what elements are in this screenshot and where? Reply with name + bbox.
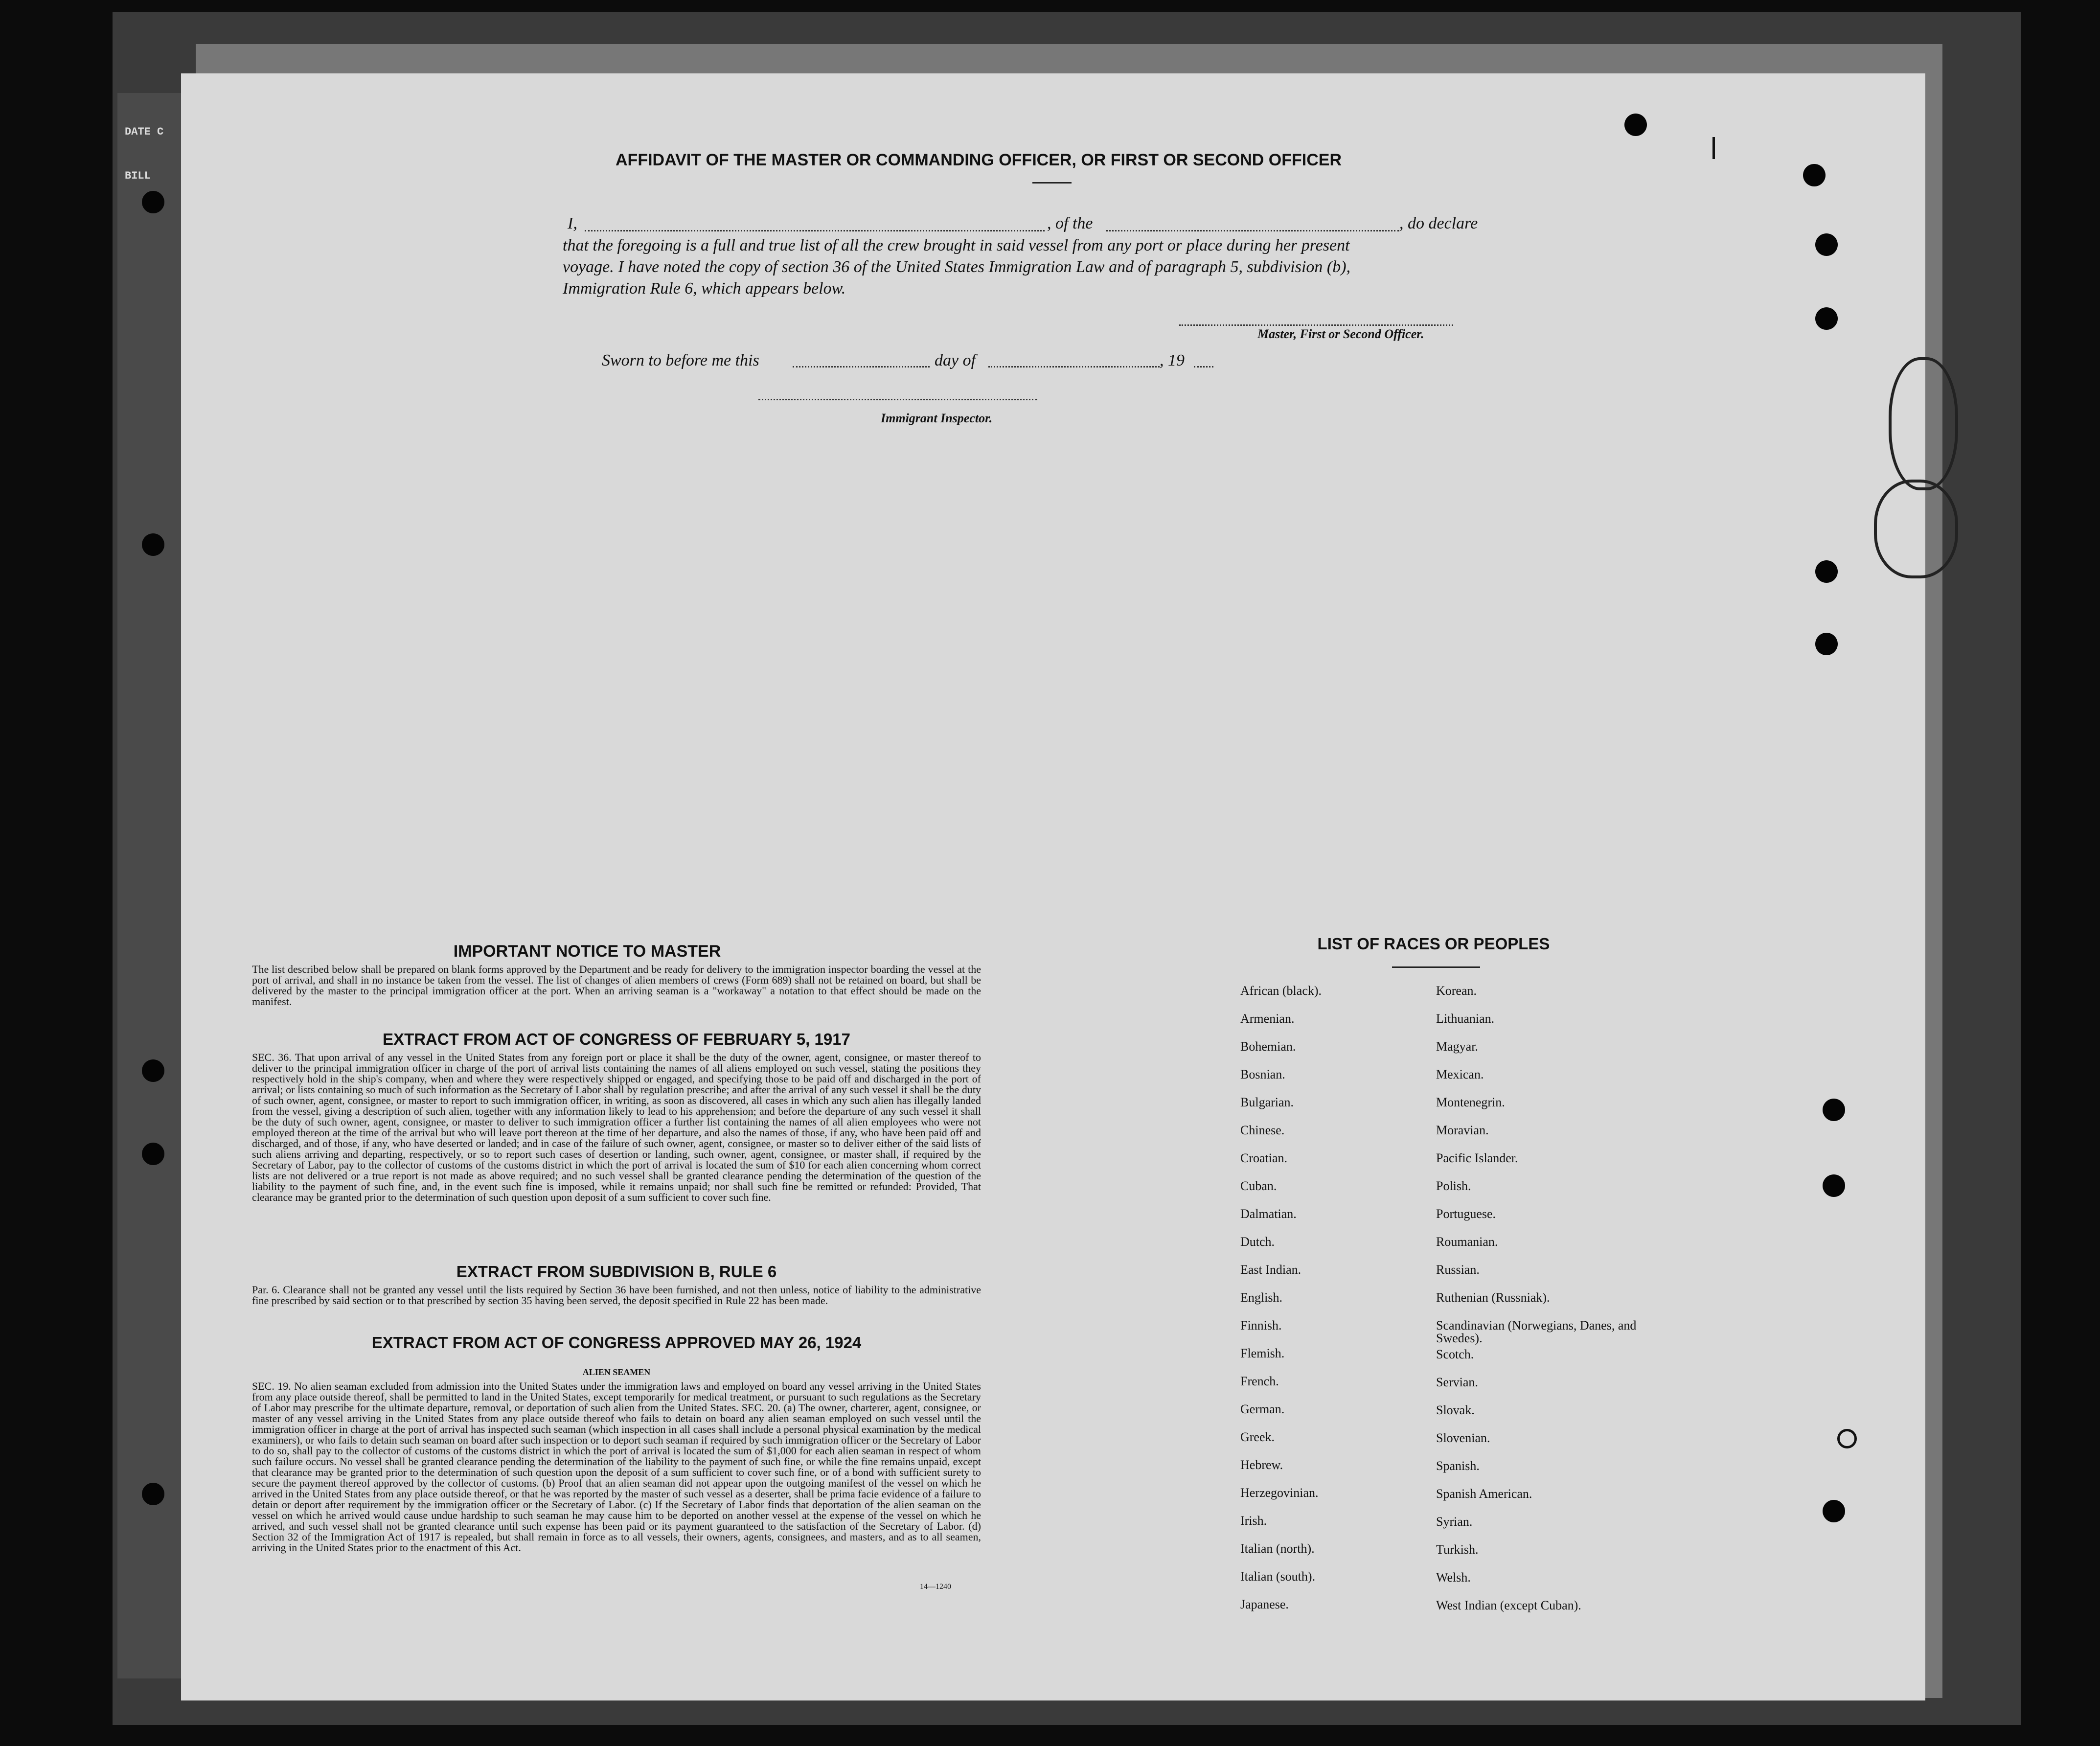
race-item: Japanese. [1240,1597,1289,1611]
binder-hole [1837,1429,1857,1448]
declaration-i: I, [568,214,577,232]
race-item: Polish. [1436,1179,1471,1193]
race-item: Italian (north). [1240,1541,1315,1556]
declaration-line-3: voyage. I have noted the copy of section 36 of the United States Immigration Law and of paragraph 5, subdivision (b), [563,258,1351,276]
act-1924-text: SEC. 19. No alien seaman excluded from admission into the United States under the immigration laws and employed on board any vessel arriving in the United States from any place outside thereof, shall be permitted to land in the United States, except temporarily for medical treatment, or pursuant to such regulations as the Secretary of Labor may prescribe for the ultimate departure, removal, or deportation of such alien from the United States. SEC. 20. (a) The owner, charterer, agent, consignee, or master of any vessel arriving in the United States from any place outside thereof who fails to detain on board any alien seaman employed on such vessel until the immigration officer in charge at the port of arrival has inspected such seaman (which inspection in all cases shall include a personal physical examination by the medical examiners), or who fails to detain such seaman on board after such inspection or to deport such seaman if required by such immigration officer or the Secretary of Labor to do so, shall pay to the collector of customs of the customs district in which the port of arrival is located the sum of $1,000 for each alien seaman in respect of whom such failure occurs. No vessel shall be granted clearance pending the determination of the liability to the payment of such fine, or while the fine remains unpaid, except that clearance may be granted prior to the determination of such question upon the deposit of a sum sufficient to cover such fine, or of a bond with sufficient surety to secure the payment thereof approved by the collector of customs. (b) Proof that an alien seaman did not appear upon the outgoing manifest of the vessel on which he arrived in the United States from any place outside thereof, or that he was reported by the master of such vessel as a deserter, shall be prima facie evidence of a failure to detain or deport after requirement by the immigration officer or the Secretary of Labor. (c) If the Secretary of Labor finds that deportation of the alien seaman on the vessel on which he arrived would cause undue hardship to such seaman he may cause him to be deported on another vessel at the expense of the vessel on which he arrived, and such vessel shall not be granted clearance until such expense has been paid or its payment guaranteed to the satisfaction of the Secretary of Labor. (d) Section 32 of the Immigration Act of 1917 is repealed, but shall remain in force as to all vessels, their owners, agents, consignees, and masters, and as to all seamen, arriving in the United States prior to the enactment of this Act. [252,1380,981,1554]
inspector-signature-line[interactable] [758,399,1037,400]
affidavit-title: AFFIDAVIT OF THE MASTER OR COMMANDING OFFICER, OR FIRST OR SECOND OFFICER [616,151,1342,169]
notice-title: IMPORTANT NOTICE TO MASTER [453,942,721,961]
binder-hole [142,533,164,556]
race-item: Slovak. [1436,1403,1475,1417]
race-item: West Indian (except Cuban). [1436,1598,1581,1612]
race-item: Welsh. [1436,1570,1471,1585]
act-1917-title: EXTRACT FROM ACT OF CONGRESS OF FEBRUARY 5, 1917 [383,1030,850,1048]
race-item: Servian. [1436,1375,1478,1389]
race-item: Dalmatian. [1240,1207,1297,1221]
vessel-blank[interactable] [1106,230,1399,231]
binder-hole [142,191,164,213]
race-item: Roumanian. [1436,1235,1498,1249]
race-item: Moravian. [1436,1123,1489,1137]
race-item: Spanish American. [1436,1487,1532,1501]
race-item: English. [1240,1290,1282,1305]
binder-hole [1815,560,1838,583]
race-item: Irish. [1240,1514,1267,1528]
race-item: German. [1240,1402,1285,1416]
binder-hole [1624,114,1647,136]
race-item: Herzegovinian. [1240,1486,1319,1500]
sworn-label: Sworn to before me this [602,351,759,369]
declaration-line-2: that the foregoing is a full and true list of all the crew brought in said vessel from any port or place during her present [563,236,1350,254]
stub-bill: BILL [125,170,151,182]
sworn-day-blank[interactable] [793,366,930,368]
sworn-day-of: day of [935,351,976,369]
sworn-year-blank[interactable] [1194,366,1213,368]
race-item: Croatian. [1240,1151,1288,1165]
race-item: Hebrew. [1240,1458,1283,1472]
race-item: Russian. [1436,1263,1480,1277]
act-1917-text: SEC. 36. That upon arrival of any vessel in the United States from any foreign port or place it shall be the duty of the owner, agent, consignee, or master thereof to deliver to the principal immigration officer in charge of the port of arrival lists containing the names of all aliens employed on such vessel, stating the positions they respectively hold in the ship's company, when and where they were respectively shipped or engaged, and specifying those to be paid off and discharged in the port of arrival; or lists containing so much of such information as the Secretary of Labor shall by regulation prescribe; and after the arrival of any such vessel it shall be the duty of such owner, agent, consignee, or master to report to such immigration officer, in writing, as soon as discovered, all cases in which any such alien has illegally landed from the vessel, giving a description of such alien, together with any information likely to lead to his apprehension; and before the departure of any such vessel it shall be the duty of such owner, agent, consignee, or master to deliver to such immigration officer a further list containing the names of all alien employees who were not employed thereon at the time of the arrival but who will leave port thereon at the time of her departure, and also the names of those, if any, who have been paid off and discharged, and of those, if any, who have deserted or landed; and in case of the failure of such owner, agent, consignee, or master so to deliver either of the said lists of such aliens arriving and departing, respectively, or so to report such cases of desertion or landing, such owner, agent, consignee, or master shall, if required by the Secretary of Labor, pay to the collector of customs of the customs district in which the port of arrival is located the sum of $10 for each alien concerning whom correct lists are not delivered or a true report is not made as above required; and no such vessel shall be granted clearance pending the determination of the question of the liability to the payment of such fine, and, in the event such fine is imposed, while it remains unpaid; nor shall such fine be remitted or refunded: Provided, That clearance may be granted prior to the determination of such question upon deposit of a sum sufficient to cover such fine. [252,1051,981,1203]
act-1924-title: EXTRACT FROM ACT OF CONGRESS APPROVED MAY 26, 1924 [371,1333,862,1352]
binder-hole [1815,233,1838,256]
inspector-label: Immigrant Inspector. [881,411,993,425]
race-item: Cuban. [1240,1179,1277,1193]
race-item: Finnish. [1240,1318,1282,1332]
race-item: Bohemian. [1240,1039,1296,1054]
race-item: Scandinavian (Norwegians, Danes, and Swedes). [1436,1318,1637,1345]
race-item: Korean. [1436,984,1477,998]
race-item: Greek. [1240,1430,1275,1444]
binder-hole [1803,164,1826,186]
race-item: Scotch. [1436,1347,1474,1361]
sworn-month-blank[interactable] [988,366,1160,368]
race-item: Syrian. [1436,1515,1473,1529]
race-item: Lithuanian. [1436,1011,1495,1026]
race-item: Chinese. [1240,1123,1285,1137]
master-signature-label: Master, First or Second Officer. [1257,327,1424,341]
race-item: East Indian. [1240,1263,1301,1277]
race-item: Spanish. [1436,1459,1480,1473]
race-item: Slovenian. [1436,1431,1490,1445]
race-item: Bosnian. [1240,1067,1285,1081]
race-item: Montenegrin. [1436,1095,1505,1109]
binder-hole [1815,633,1838,655]
handwritten-mark [1889,357,1958,490]
declaration-of-the: , of the [1047,214,1093,232]
races-left-column [1240,984,1436,1625]
binding-strip [117,93,186,1678]
races-title: LIST OF RACES OR PEOPLES [1317,935,1550,953]
race-item: French. [1240,1374,1279,1388]
declaration-do-declare: , do declare [1399,214,1478,232]
stub-date: DATE C [125,126,164,138]
race-item: Pacific Islander. [1436,1151,1518,1165]
binder-hole [1823,1174,1845,1197]
race-item: Italian (south). [1240,1569,1316,1584]
stub-labels [125,110,163,198]
name-blank[interactable] [585,230,1045,231]
binder-hole [142,1483,164,1505]
handwritten-mark [1874,480,1958,578]
binder-hole [1815,307,1838,330]
form-number: 14—1240 [920,1583,951,1591]
master-signature-line[interactable] [1179,324,1453,326]
race-item: Mexican. [1436,1067,1484,1081]
race-item: Magyar. [1436,1039,1478,1054]
race-item: Bulgarian. [1240,1095,1294,1109]
sworn-year: , 19 [1160,351,1185,369]
race-item: Armenian. [1240,1011,1295,1026]
race-item: Flemish. [1240,1346,1285,1360]
binder-hole [1823,1099,1845,1121]
race-item: Turkish. [1436,1542,1479,1557]
title-underline [1032,182,1072,184]
binder-hole [1823,1500,1845,1522]
binder-hole [142,1143,164,1165]
pen-mark [1712,137,1715,159]
notice-text: The list described below shall be prepared on blank forms approved by the Department and be ready for delivery to the immigration inspector boarding the vessel at the port of arrival, and shall in no instance be taken from the vessel. The list of changes of alien members of crews (Form 689) shall not be retained on board, but shall be delivered by the master to the principal immigration officer at the port. When an arriving seaman is a "workaway" a notation to that effect should be made on the manifest. [252,963,981,1008]
race-item: African (black). [1240,984,1322,998]
race-item: Dutch. [1240,1235,1275,1249]
race-item: Ruthenian (Russniak). [1436,1290,1550,1305]
races-underline [1392,966,1480,968]
act-1924-subtitle: ALIEN SEAMEN [582,1367,651,1377]
binder-hole [142,1059,164,1082]
races-right-column [1436,984,1671,1626]
rule-6-title: EXTRACT FROM SUBDIVISION B, RULE 6 [456,1263,777,1281]
rule-6-text: Par. 6. Clearance shall not be granted any vessel until the lists required by Section 36 have been furnished, and not then unless, notice of liability to the administrative fine prescribed by said section or to that prescribed by section 35 having been served, the deposit specified in Rule 22 has been made. [252,1284,981,1307]
declaration-line-4: Immigration Rule 6, which appears below. [563,279,846,298]
race-item: Portuguese. [1436,1207,1496,1221]
